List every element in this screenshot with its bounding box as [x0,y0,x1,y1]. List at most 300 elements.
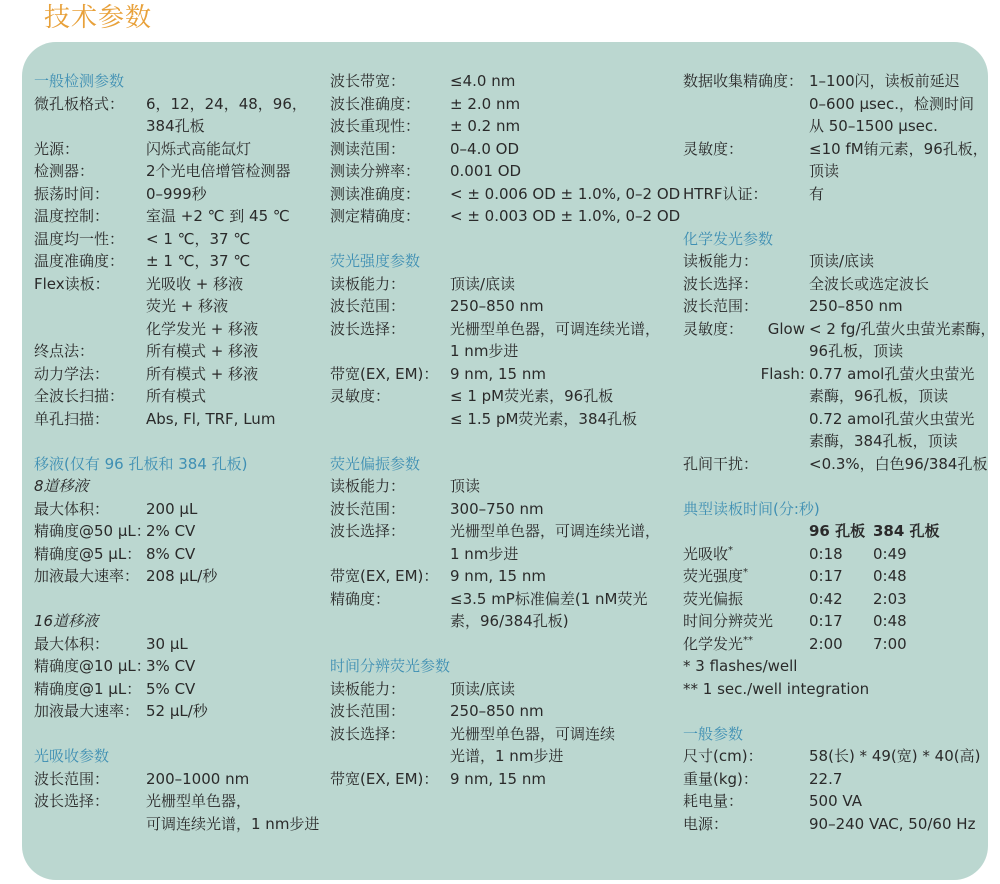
spec-row [683,250,993,273]
sub-heading: 16道移液 [34,612,99,630]
value-line: 200–1000 nm [146,769,250,788]
spec-label: 测读准确度： [330,184,421,203]
spec-value [450,205,680,228]
spec-row [683,745,993,768]
spec-group [330,273,670,431]
value-line: 顶读/底读 [450,679,516,698]
mode-label [683,588,809,611]
value-line: ≤ 1 pM荧光素，96孔板 [450,387,614,405]
read-time-row [683,610,993,633]
spec-row [683,183,993,206]
mode-name: 荧光强度 [683,567,744,585]
spec-value [809,813,975,836]
value-line: 从 50–1500 µsec. [809,117,938,135]
spec-row [330,295,670,318]
value-line: 58(长) * 49(宽) * 40(高) [809,747,981,765]
spec-row [683,295,993,318]
time-384: 0:49 [873,544,907,563]
spec-label: 波长重现性： [330,117,421,135]
spec-value [450,565,546,588]
spec-value [146,363,258,386]
spec-value [146,273,258,341]
spec-row [34,498,326,521]
time-384: 0:48 [873,567,907,585]
spec-label: 单孔扫描： [34,409,110,428]
value-line: 顶读/底读 [809,252,875,270]
spec-value [146,790,319,835]
spec-value [146,205,290,228]
spec-label: 灵敏度： [683,139,744,158]
spec-row [330,588,670,633]
spec-row [34,363,326,386]
value-line: 9 nm, 15 nm [450,364,546,383]
spec-row [330,70,670,93]
time-96: 0:18 [809,544,843,563]
spec-value [809,295,903,318]
spec-label: 光源： [34,139,80,158]
mode-name: 荧光偏振 [683,589,744,608]
spec-value [450,723,615,768]
spec-value [146,678,195,701]
mode-name: 光吸收 [683,544,729,563]
spec-label: 读板能力： [330,679,406,698]
column-3 [683,70,996,835]
footnote-mark: * [743,567,749,578]
spec-row [34,633,326,656]
spec-label: 最大体积： [34,634,110,653]
section-heading: 时间分辨荧光参数 [330,657,451,675]
spacer [330,430,670,453]
value-line: 顶读 [809,162,840,180]
flash-label: Flash: [760,364,805,383]
spec-label: Flex读板： [34,274,110,293]
value-line: < 1 ℃，37 ℃ [146,229,251,248]
spec-row [683,138,993,183]
value-line: 384孔板 [146,117,205,135]
spec-label: 精确度@5 µL： [34,544,142,563]
spec-label: 加液最大速率： [34,702,140,720]
footnote-mark: * [728,544,734,556]
spec-value [450,318,660,363]
section-heading: 荧光偏振参数 [330,454,421,473]
spec-value [146,565,217,588]
value-line: 0–600 µsec.，检测时间 [809,94,975,113]
value-line: 0–4.0 OD [450,139,520,158]
spec-label: 动力学法： [34,364,110,383]
spec-row [683,70,993,138]
read-time-row [683,633,993,656]
spec-row [34,790,326,835]
spec-value [146,93,307,138]
value-line: 250–850 nm [809,297,903,315]
spec-row [683,768,993,791]
spec-row [330,520,670,565]
spec-label: 尺寸(cm)： [683,747,763,765]
value-line: 208 µL/秒 [146,567,218,585]
spec-value [146,385,206,408]
spec-label: 全波长扫描： [34,387,125,405]
section-heading: 化学发光参数 [683,229,774,248]
value-line: 0–999秒 [146,184,207,203]
section-heading: 荧光强度参数 [330,252,421,270]
value-line: 96孔板，顶读 [809,342,904,360]
page-title: 技术参数 [44,3,153,33]
value-line: 8% CV [146,544,196,563]
spec-row [330,498,670,521]
spec-row [330,565,670,588]
spec-label: 读板能力： [330,274,406,293]
spec-row-crosstalk [683,453,993,476]
spec-value [809,768,842,791]
spec-label: 波长范围： [330,702,406,720]
spec-label: 带宽(EX, EM)： [330,769,439,788]
section-heading: 移液(仅有 96 孔板和 384 孔板) [34,454,248,473]
spec-label: 读板能力： [683,252,759,270]
spec-label: HTRF认证： [683,184,768,203]
spec-group [683,70,993,205]
spec-label: 振荡时间： [34,184,110,203]
value-line: ± 0.2 nm [450,117,521,135]
spec-value [146,228,250,251]
value-line: 可调连续光谱，1 nm步进 [146,814,320,833]
value-line: 顶读 [450,477,481,495]
spec-label: 测读分辨率： [330,162,421,180]
value-line: ≤10 fM铕元素，96孔板， [809,139,988,158]
spec-group [330,678,670,791]
spec-value: <0.3%，白色96/384孔板 [809,454,988,473]
mode-label [683,610,809,633]
value-line: ≤ 1.5 pM荧光素，384孔板 [450,409,638,428]
spec-value [450,115,520,138]
value-line: 500 VA [809,792,862,810]
value-line: 顶读/底读 [450,274,516,293]
spec-label: 波长选择： [34,792,110,810]
spec-value [146,138,251,161]
spec-row [34,138,326,161]
glow-label: Glow [767,319,805,338]
spec-row [34,408,326,431]
mode-name: 时间分辨荧光 [683,612,774,630]
value-line: 1 nm步进 [450,544,519,563]
spec-value [450,700,544,723]
spec-value [809,183,824,206]
mode-name: 化学发光 [683,634,744,653]
time-96: 2:00 [809,634,843,653]
spec-label: 孔间干扰： [683,454,759,473]
spec-value [809,363,974,453]
spec-value [146,498,197,521]
spec-value [450,183,680,206]
spec-value [450,475,480,498]
spec-row [34,385,326,408]
mode-label [683,543,809,566]
value-line: ≤3.5 mP标准偏差(1 nM荧光 [450,589,648,608]
spec-row [34,520,326,543]
spec-row [683,273,993,296]
spec-label: 微孔板格式： [34,94,125,113]
spec-row [330,205,681,228]
value-line: 90–240 VAC, 50/60 Hz [809,814,976,833]
time-96: 0:17 [809,567,843,585]
value-line: 22.7 [809,769,843,788]
footnote: ** 1 sec./well integration [683,679,870,698]
value-line: < ± 0.006 OD ± 1.0%, 0–2 OD [450,184,681,203]
value-line: 光谱，1 nm步进 [450,747,564,765]
spec-value [450,385,637,430]
read-time-table [683,543,993,656]
spec-label: 波长范围： [34,769,110,788]
spec-label: 读板能力： [330,477,406,495]
value-line: 30 µL [146,634,188,653]
value-line: 5% CV [146,679,196,698]
spec-row [34,273,326,341]
spec-value [450,520,660,565]
spec-value [146,520,195,543]
spec-group [330,70,681,228]
column-2 [330,70,681,790]
spec-row [330,93,670,116]
spec-row [330,678,670,701]
spec-value [146,543,195,566]
spec-value [146,700,208,723]
spec-value [809,318,996,363]
spec-label: 波长选择： [330,724,406,743]
spec-row [330,385,670,430]
value-line: 200 µL [146,499,198,518]
value-line: 闪烁式高能氙灯 [146,139,252,158]
spec-value [450,498,544,521]
spec-row [34,768,326,791]
spec-row [34,678,326,701]
spec-row [683,813,993,836]
spec-label: 灵敏度： [683,319,744,338]
spec-label: 波长范围： [330,499,406,518]
spec-value [146,633,188,656]
spec-row [330,115,670,138]
spec-label: 波长选择： [330,522,406,540]
spec-row [34,543,326,566]
spec-label: 精确度@1 µL： [34,679,142,698]
value-line: 0.72 amol孔萤火虫萤光 [809,409,975,428]
spec-label: 温度准确度： [34,252,125,270]
spacer [330,633,670,656]
spec-value [146,183,207,206]
spec-value [450,138,519,161]
spec-row [330,273,670,296]
value-line: 2个光电倍增管检测器 [146,162,291,180]
spec-row-sensitivity-glow [683,318,996,363]
value-line: 所有模式 [146,387,207,405]
spec-value [809,70,974,138]
spacer [34,430,326,453]
value-line: 有 [809,184,825,203]
spec-row [330,700,670,723]
spec-row [34,228,326,251]
spacer [34,588,326,611]
col-384-header: 384 孔板 [873,522,940,540]
spec-value [450,768,546,791]
spec-value [809,250,874,273]
spec-value [450,160,521,183]
footnote-mark: ** [743,634,754,646]
mode-label [683,565,809,588]
value-line: ± 1 ℃，37 ℃ [146,252,251,270]
spec-label: 灵敏度： [330,387,391,405]
spec-label: 精确度@10 µL： [34,657,151,675]
value-line: 2% CV [146,522,196,540]
value-line: 0.001 OD [450,162,522,180]
spec-value [146,655,195,678]
spacer [330,228,670,251]
spec-label: 数据收集精确度： [683,72,804,90]
spec-label: 波长范围： [330,297,406,315]
value-line: 素酶，96孔板，顶读 [809,387,949,405]
blank-cell [683,520,809,543]
spec-group [34,768,326,836]
value-line: 3% CV [146,657,196,675]
spec-value [146,768,249,791]
value-line: 52 µL/秒 [146,702,208,720]
spec-row [330,768,670,791]
spec-label: 测读范围： [330,139,406,158]
section-heading: 一般检测参数 [34,72,125,90]
spec-row [683,790,993,813]
spec-value [146,250,250,273]
time-384: 7:00 [873,634,907,653]
spacer [683,205,993,228]
value-line: Abs, Fl, TRF, Lum [146,409,276,428]
spec-label: 耗电量： [683,792,744,810]
spec-label: 精确度@50 µL： [34,522,151,540]
spec-value [809,138,988,183]
spec-value [146,160,291,183]
spec-group [34,498,326,588]
value-line: 荧光 + 移液 [146,297,229,315]
spec-row [330,363,670,386]
value-line: 素酶，384孔板，顶读 [809,432,958,450]
read-time-row [683,543,993,566]
spec-label: 带宽(EX, EM)： [330,364,439,383]
value-line: < ± 0.003 OD ± 1.0%, 0–2 OD [450,207,681,225]
spec-label: 波长带宽： [330,72,406,90]
spec-row [330,723,670,768]
spec-label: 最大体积： [34,499,110,518]
spec-row [34,160,326,183]
spec-row [330,475,670,498]
spec-row [34,655,326,678]
value-line: < 2 fg/孔萤火虫萤光素酶， [809,319,996,338]
time-384: 0:48 [873,612,907,630]
value-line: 全波长或选定波长 [809,274,930,293]
spec-row [330,318,670,363]
spec-row [330,160,670,183]
spec-label: 重量(kg)： [683,769,758,788]
spec-group [683,250,993,318]
spec-label: 电源： [683,814,729,833]
spec-row [330,138,670,161]
section-heading: 典型读板时间(分:秒) [683,499,820,518]
value-line: 化学发光 + 移液 [146,319,259,338]
mode-label [683,633,809,656]
spec-label: 波长范围： [683,297,759,315]
spacer [34,723,326,746]
value-line: 光栅型单色器，可调连续光谱， [450,319,661,338]
spec-value [450,273,515,296]
spec-value [450,93,520,116]
spacer [683,700,993,723]
spec-label: 终点法： [34,342,95,360]
read-time-row [683,588,993,611]
spec-value [809,745,980,768]
column-1 [34,70,326,835]
spec-label: 温度控制： [34,207,110,225]
value-line: 所有模式 + 移液 [146,342,259,360]
spec-row [34,183,326,206]
spec-row-sensitivity-flash [683,363,993,453]
spec-value [809,273,929,296]
time-96: 0:42 [809,589,843,608]
spec-row [34,700,326,723]
value-line: 250–850 nm [450,702,544,720]
sub-heading: 8道移液 [34,477,89,495]
spec-group [34,633,326,723]
value-line: 室温 +2 ℃ 到 45 ℃ [146,207,290,225]
spec-label: 加液最大速率： [34,567,140,585]
spec-value [809,790,862,813]
value-line: 250–850 nm [450,297,544,315]
value-line: ≤4.0 nm [450,72,516,90]
spec-label: 波长选择： [683,274,759,293]
spec-row [34,205,326,228]
value-line: 0.77 amol孔萤火虫萤光 [809,364,975,383]
spec-value [450,678,515,701]
value-line: ± 2.0 nm [450,94,521,113]
spec-row [34,93,326,138]
spec-label: 温度均一性： [34,229,125,248]
spec-label: 精确度： [330,589,391,608]
spec-label: 检测器： [34,162,95,180]
spec-label: 波长选择： [330,319,406,338]
value-line: 9 nm, 15 nm [450,769,546,788]
section-heading: 一般参数 [683,724,744,743]
read-time-header [683,520,993,543]
spec-value [450,70,515,93]
value-line: 光栅型单色器，可调连续 [450,724,616,743]
value-line: 9 nm, 15 nm [450,567,546,585]
section-heading: 光吸收参数 [34,747,110,765]
spec-row [34,250,326,273]
value-line: 6，12，24，48，96， [146,94,307,113]
read-time-row [683,565,993,588]
value-line: 素，96/384孔板) [450,612,569,630]
value-line: 1 nm步进 [450,342,519,360]
spec-label: 测定精确度： [330,207,421,225]
spec-row [34,565,326,588]
value-line: 1–100闪，读板前延迟 [809,72,960,90]
value-line: 300–750 nm [450,499,544,518]
spec-value [450,588,647,633]
spec-value [450,295,544,318]
value-line: 光栅型单色器，可调连续光谱， [450,522,661,540]
value-line: 所有模式 + 移液 [146,364,259,383]
spec-group [683,745,993,835]
time-384: 2:03 [873,589,907,608]
spec-label: 波长准确度： [330,94,421,113]
spec-label: 带宽(EX, EM)： [330,567,439,585]
spacer [683,475,993,498]
spec-row [330,183,681,206]
value-line: 光吸收 + 移液 [146,274,244,293]
